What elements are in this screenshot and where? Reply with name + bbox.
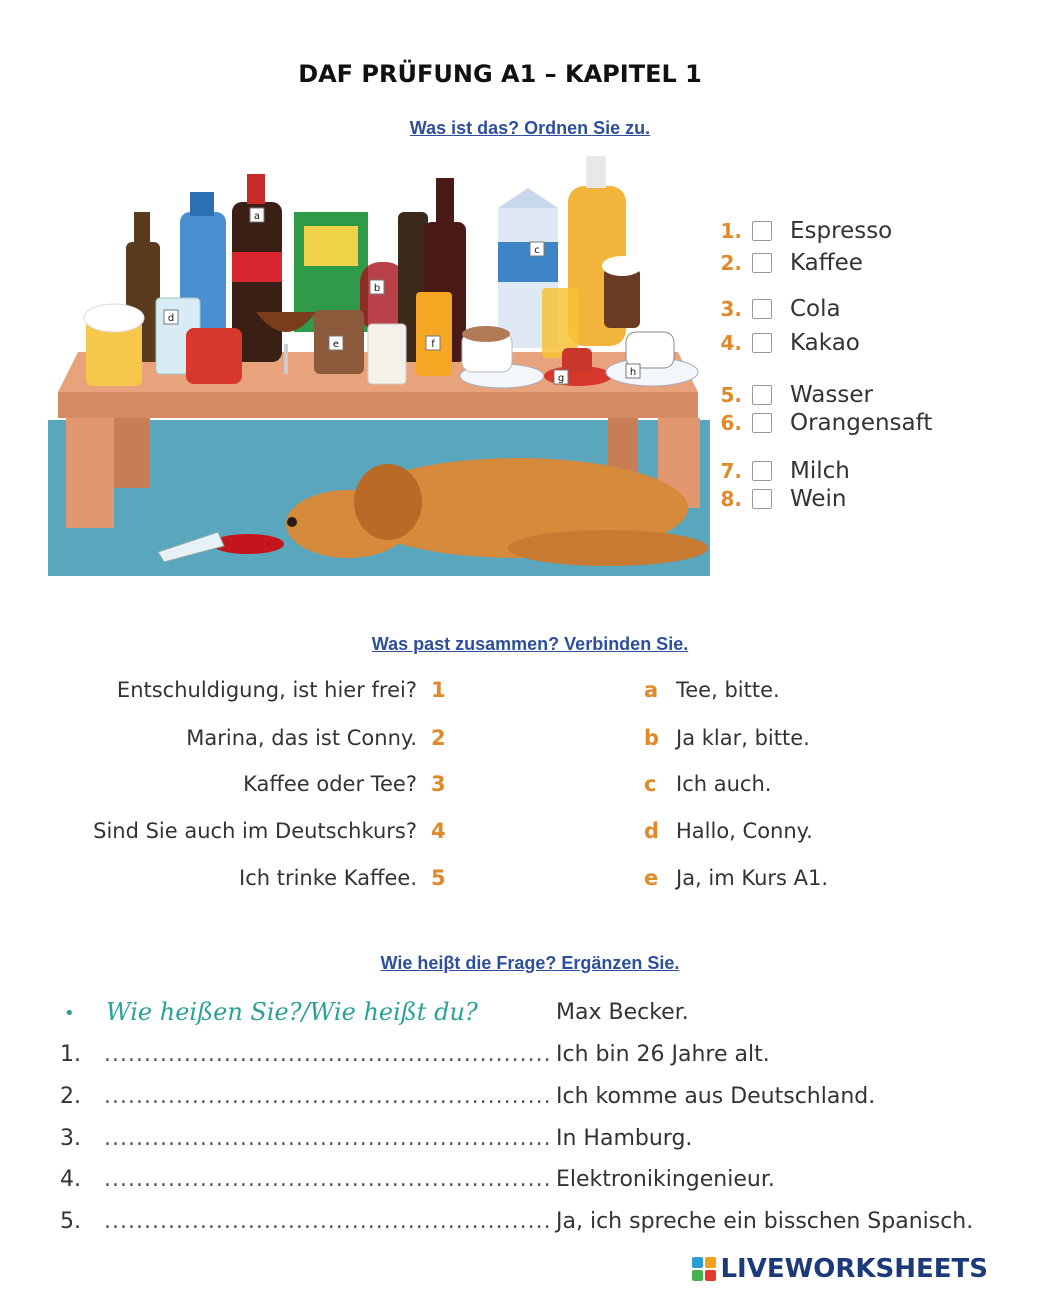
answer-text: Elektronikingenieur. [556, 1167, 775, 1192]
match-left-item[interactable] [60, 726, 445, 750]
checkbox[interactable] [752, 489, 772, 509]
question-row [60, 1209, 980, 1243]
question-input[interactable]: ........................................................ [104, 1042, 552, 1067]
option-number: 7. [720, 459, 742, 483]
question-number: 1. [60, 1042, 81, 1067]
tag-c: c [534, 245, 540, 256]
example-answer: Max Becker. [556, 1000, 689, 1025]
answer-text: Ich komme aus Deutschland. [556, 1084, 876, 1109]
checkbox[interactable] [752, 253, 772, 273]
match-right-letter: b [644, 726, 660, 750]
question-number: 2. [60, 1084, 81, 1109]
match-left-number: 4 [431, 819, 446, 843]
match-right-text: Tee, bitte. [676, 678, 780, 702]
option-row [708, 296, 841, 322]
page-title: DAF PRÜFUNG A1 – KAPITEL 1 [298, 60, 702, 88]
option-label: Cola [790, 296, 841, 322]
checkbox[interactable] [752, 299, 772, 319]
match-left-item[interactable] [60, 866, 445, 890]
option-label: Wasser [790, 382, 873, 408]
option-row [708, 382, 873, 408]
logo-icon [692, 1257, 716, 1281]
drinks-illustration [48, 152, 710, 576]
option-number: 8. [720, 487, 742, 511]
match-right-text: Ich auch. [676, 772, 772, 796]
question-input[interactable]: ........................................................ [104, 1209, 552, 1234]
question-row [60, 1084, 980, 1118]
question-row [60, 1126, 980, 1160]
option-label: Orangensaft [790, 410, 933, 436]
match-left-item[interactable] [60, 819, 445, 843]
option-number: 5. [720, 383, 742, 407]
question-number: 5. [60, 1209, 81, 1234]
section3-heading: Wie heiβt die Frage? Ergänzen Sie. [380, 953, 680, 973]
logo-text: LIVEWORKSHEETS [720, 1254, 988, 1284]
option-label: Milch [790, 458, 850, 484]
match-right-letter: a [644, 678, 659, 702]
question-input[interactable]: ........................................................ [104, 1126, 552, 1151]
option-label: Kaffee [790, 250, 863, 276]
match-right-letter: d [644, 819, 660, 843]
tag-g: g [557, 373, 565, 384]
answer-text: In Hamburg. [556, 1126, 693, 1151]
match-left-item[interactable] [60, 772, 445, 796]
option-row [708, 486, 847, 512]
liveworksheets-logo [692, 1254, 988, 1284]
option-row [708, 458, 850, 484]
match-right-item[interactable] [644, 726, 810, 750]
match-left-item[interactable] [60, 678, 445, 702]
option-number: 4. [720, 331, 742, 355]
match-left-text: Kaffee oder Tee? [243, 772, 417, 796]
option-row [708, 250, 863, 276]
tag-b: b [373, 283, 381, 294]
match-left-text: Marina, das ist Conny. [186, 726, 417, 750]
option-row [708, 410, 932, 436]
match-left-text: Sind Sie auch im Deutschkurs? [93, 819, 417, 843]
section2-heading: Was past zusammen? Verbinden Sie. [371, 634, 689, 654]
match-left-number: 2 [431, 726, 446, 750]
match-right-text: Ja klar, bitte. [676, 726, 810, 750]
option-number: 6. [720, 411, 742, 435]
tag-a: a [253, 211, 261, 222]
answer-text: Ja, ich spreche ein bisschen Spanisch. [556, 1209, 974, 1234]
match-right-letter: e [644, 866, 659, 890]
answer-text: Ich bin 26 Jahre alt. [556, 1042, 770, 1067]
match-right-letter: c [644, 772, 657, 796]
question-number: 3. [60, 1126, 81, 1151]
option-number: 2. [720, 251, 742, 275]
checkbox[interactable] [752, 413, 772, 433]
match-right-item[interactable] [644, 772, 771, 796]
option-row [708, 330, 860, 356]
match-left-text: Entschuldigung, ist hier frei? [116, 678, 417, 702]
match-right-text: Hallo, Conny. [676, 819, 813, 843]
question-input[interactable]: ........................................................ [104, 1167, 552, 1192]
match-left-number: 3 [431, 772, 446, 796]
section1-heading: Was ist das? Ordnen Sie zu. [409, 118, 651, 138]
match-left-text: Ich trinke Kaffee. [239, 866, 417, 890]
checkbox[interactable] [752, 385, 772, 405]
match-right-text: Ja, im Kurs A1. [676, 866, 829, 890]
match-left-number: 1 [431, 678, 446, 702]
option-row [708, 218, 892, 244]
tag-h: h [629, 367, 637, 378]
option-label: Wein [790, 486, 847, 512]
bullet-icon: • [64, 1003, 75, 1024]
tag-e: e [332, 339, 340, 350]
option-number: 3. [720, 297, 742, 321]
tag-d: d [167, 313, 175, 324]
tag-f: f [431, 339, 435, 350]
example-question: Wie heißen Sie?/Wie heißt du? [106, 998, 478, 1026]
match-left-number: 5 [431, 866, 446, 890]
match-right-item[interactable] [644, 819, 813, 843]
example-row [60, 1000, 980, 1034]
checkbox[interactable] [752, 333, 772, 353]
option-label: Espresso [790, 218, 893, 244]
question-number: 4. [60, 1167, 81, 1192]
option-label: Kakao [790, 330, 860, 356]
checkbox[interactable] [752, 221, 772, 241]
checkbox[interactable] [752, 461, 772, 481]
question-row [60, 1167, 980, 1201]
match-right-item[interactable] [644, 678, 780, 702]
question-row [60, 1042, 980, 1076]
match-right-item[interactable] [644, 866, 828, 890]
option-number: 1. [720, 219, 742, 243]
question-input[interactable]: ........................................................ [104, 1084, 552, 1109]
